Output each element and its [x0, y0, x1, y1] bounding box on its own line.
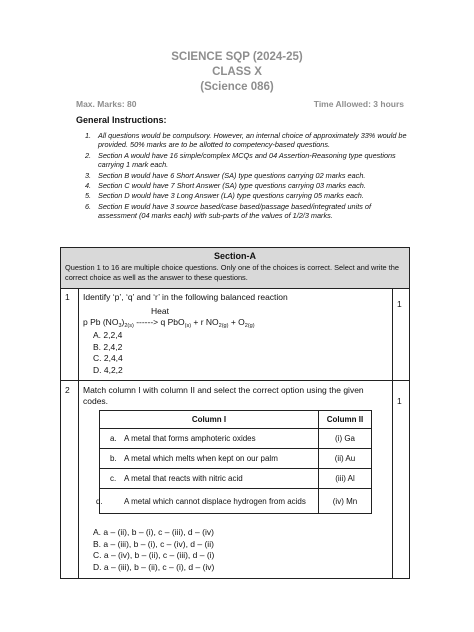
- paper-title: SCIENCE SQP (2024-25): [171, 51, 303, 63]
- question-2-text: Match column I with column II and select the correct option using the given codes.: [83, 385, 364, 406]
- question-1-options: [93, 330, 123, 376]
- question-1-text: Identify ‘p’, ‘q’ and ‘r’ in the following balanced reaction: [83, 292, 288, 302]
- column-2-header: Column II: [319, 411, 372, 429]
- question-2-options: [93, 527, 214, 573]
- class-label: CLASS X: [212, 66, 262, 78]
- table-row: b. A metal which melts when kept on our palm (ii) Au: [100, 449, 372, 469]
- reaction-condition-heat: Heat: [151, 306, 169, 316]
- instruction-item: 1. All questions would be compulsory. However, an internal choice of approximately 33% would be provided. 50% marks are to be allotted to competency-based questions.: [85, 131, 407, 150]
- option-b: B. a – (iii), b – (i), c – (iv), d – (ii): [93, 538, 214, 549]
- option-d: D. 4,2,2: [93, 364, 123, 375]
- table-row: a. A metal that forms amphoteric oxides (i) Ga: [100, 429, 372, 449]
- question-2-number: 2: [65, 385, 70, 395]
- option-c: C. a – (iv), b – (ii), c – (iii), d – (i): [93, 550, 215, 560]
- instruction-item: 2. Section A would have 16 simple/complex MCQs and 04 Assertion-Reasoning type questions carrying 1 mark each.: [85, 150, 396, 170]
- instruction-item: 5. Section D would have 3 Long Answer (LA) type questions carrying 05 marks each.: [85, 191, 364, 201]
- option-b: B. 2,4,2: [93, 341, 123, 352]
- question-row-divider: [61, 380, 409, 381]
- option-d: D. a – (iii), b – (ii), c – (i), d – (iv): [93, 561, 215, 572]
- question-2-marks: 1: [397, 396, 402, 406]
- section-a-table: [60, 247, 410, 579]
- subject-code: (Science 086): [200, 81, 274, 93]
- time-allowed: Time Allowed: 3 hours: [313, 99, 404, 109]
- max-marks: Max. Marks: 80: [76, 99, 137, 109]
- reaction-equation: p Pb $(NO_3)_{2(s)}$ ------> q PbO$_{(s)}$ + r $NO_{2(g)} + O_{2(g)}$: [83, 317, 255, 329]
- section-header: [61, 248, 409, 289]
- option-c: C. 2,4,4: [93, 353, 123, 363]
- question-1-number: 1: [65, 292, 70, 302]
- marks-time-row: [76, 99, 404, 109]
- table-row: d. A metal which cannot displace hydrogen from acids (iv) Mn: [100, 489, 372, 514]
- section-title: Section-A: [213, 251, 256, 261]
- instruction-item: 6. Section E would have 3 source based/case based/passage based/integrated units of assessment (04 marks each) with sub-parts of the values of 1/2/3 marks.: [85, 201, 372, 221]
- table-row: c. A metal that reacts with nitric acid (iii) Al: [100, 469, 372, 489]
- number-column-divider: [78, 288, 79, 578]
- match-columns-table: [96, 410, 372, 514]
- question-1-marks: 1: [397, 299, 402, 309]
- instructions-list: [85, 131, 407, 222]
- option-a: A. a – (ii), b – (i), c – (iii), d – (iv): [93, 527, 214, 537]
- marks-column-divider: [392, 288, 393, 578]
- instruction-item: 3. Section B would have 6 Short Answer (SA) type questions carrying 02 marks each.: [85, 170, 366, 180]
- instruction-item: 4. Section C would have 7 Short Answer (SA) type questions carrying 03 marks each.: [85, 181, 366, 191]
- option-a: A. 2,2,4: [93, 330, 123, 340]
- instructions-title: General Instructions:: [76, 115, 167, 125]
- column-1-header: Column I: [100, 411, 319, 429]
- section-description: Question 1 to 16 are multiple choice questions. Only one of the choices is correct. Select and write the correct choice as well as the answer to these questions.: [65, 263, 399, 282]
